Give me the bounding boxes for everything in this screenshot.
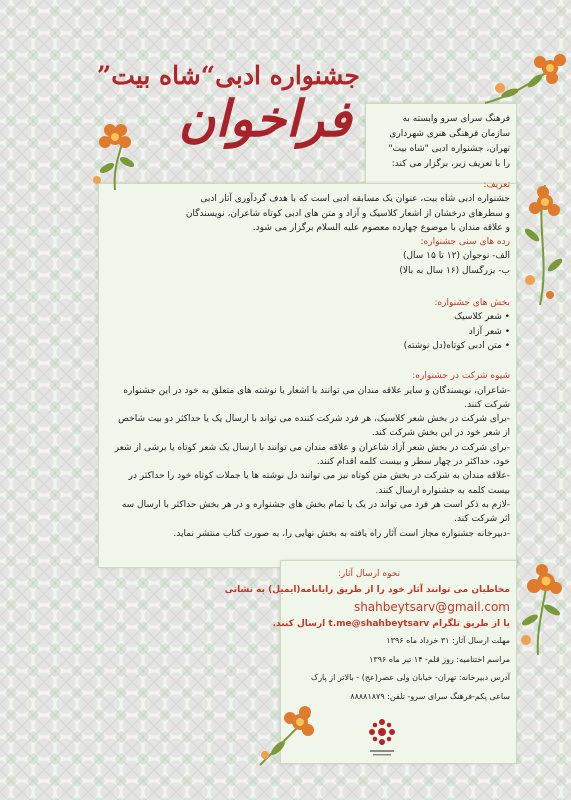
submission-line: یا از طریق تلگرام t.me@shahbeytsarv ارسال کنند.	[272, 619, 510, 629]
submission-label: نحوه ارسال آثار:	[337, 569, 401, 579]
flower-ornament-icon	[480, 48, 570, 113]
participation-label: شیوه شرکت در جشنواره:	[412, 371, 510, 382]
deadline: مهلت ارسال آثار: ۳۱ خرداد ماه ۱۳۹۶	[386, 636, 510, 645]
address: آدرس دبیرخانه: تهران- خیابان ولی عصر(عج) - بالاتر از پارک	[311, 673, 510, 682]
definition-line: و سطرهای درخشان از اشعار کلاسیک و آزاد و متن های ادبی کوتاه شاعران، نویسندگان	[185, 208, 510, 219]
age-group-item: ب- بزرگسال (۱۶ سال به بالا)	[399, 265, 510, 276]
intro-text: فرهنگ سرای سرو وابسته به سازمان فرهنگی هنری شهرداری تهران، جشنواره ادبی "شاه بیت" را با تعریف زیر، برگزار می کند:	[388, 114, 510, 169]
submission-block	[108, 566, 510, 632]
closing-ceremony: مراسم اختتامیه: روز قلم- ۱۴ تیر ماه ۱۳۹۶	[369, 654, 510, 664]
participation-line: -دبیرخانه جشنواره مجاز است آثار راه یافته به بخش نهایی را، به صورت کتاب منتشر نماید.	[173, 528, 510, 539]
section-item: • متن ادبی کوتاه(دل نوشته)	[403, 340, 510, 351]
sections-label: بخش های جشنواره:	[434, 298, 510, 309]
age-groups-label: رده های سنی جشنواره:	[420, 237, 510, 248]
festival-title: جشنواره ادبی“شاه بیت”	[96, 61, 360, 90]
participation-line: از شعر خود در این بخش شرکت کند.	[371, 428, 510, 439]
faraakhaan-calligraphy: فراخوان	[178, 89, 352, 148]
flower-ornament-icon	[250, 700, 320, 770]
participation-line: -برای شرکت در بخش شعر آزاد شاعران و علاقه مندان می توانند با ارسال یک شعر کوتاه یا برشی از شعر	[114, 442, 510, 453]
definition-line: جشنواره ادبی شاه بیت، عنوان یک مسابقه ادبی است که با هدف گردآوری آثار ادبی	[200, 194, 510, 205]
participation-line: اثر شرکت کند.	[454, 514, 510, 525]
main-content	[108, 178, 510, 541]
submission-line: مخاطبان می توانند آثار خود را از طریق رایانامه(ایمیل) به نشانی	[224, 585, 510, 595]
age-group-item: الف- نوجوان (۱۲ تا ۱۵ سال)	[402, 251, 510, 262]
flower-ornament-icon	[508, 560, 570, 660]
definition-label: تعریف:	[483, 180, 510, 190]
phone: ساعی پکم-فرهنگ سرای سرو- تلفن: ۸۸۸۸۱۸۷۹	[350, 691, 510, 701]
definition-line: و علاقه مندان با موضوع چهارده معصوم علیه السلام برگزار می شود.	[252, 222, 510, 233]
participation-line: -شاعران، نویسندگان و سایر علاقه مندان می توانند با اشعار یا نوشته های متعلق به خود در این جشنواره	[123, 385, 510, 396]
participation-line: -برای شرکت در بخش شعر کلاسیک، هر فرد شرکت کننده می تواند با ارسال یک یا حداکثر دو بیت شاخص	[118, 414, 510, 425]
submission-email: shahbeytsarv@gmail.com	[353, 600, 510, 614]
section-item: • شعر کلاسیک	[454, 312, 510, 323]
flower-ornament-icon	[85, 120, 147, 195]
participation-line: بیست کلمه به جشنواره ارسال کنند.	[375, 485, 510, 496]
participation-line: -علاقه مندان به شرکت در بخش متن کوتاه نیز می توانند دل نوشته ها یا جملات کوتاه خود را حداکثر در	[128, 471, 510, 482]
participation-line: شرکت کنند.	[464, 399, 510, 410]
participation-line: خود، حداکثر در چهار سطر و بیست کلمه اقدام کنند.	[316, 457, 510, 468]
flower-ornament-icon	[510, 180, 570, 310]
sarv-logo-icon	[362, 714, 402, 758]
section-item: • شعر آزاد	[468, 326, 510, 337]
details-block	[286, 632, 510, 706]
participation-line: -لازم به ذکر است هر فرد می تواند در یک یا تمام بخش های جشنواره و در هر بخش حداکثر با ارسال سه	[121, 499, 510, 510]
